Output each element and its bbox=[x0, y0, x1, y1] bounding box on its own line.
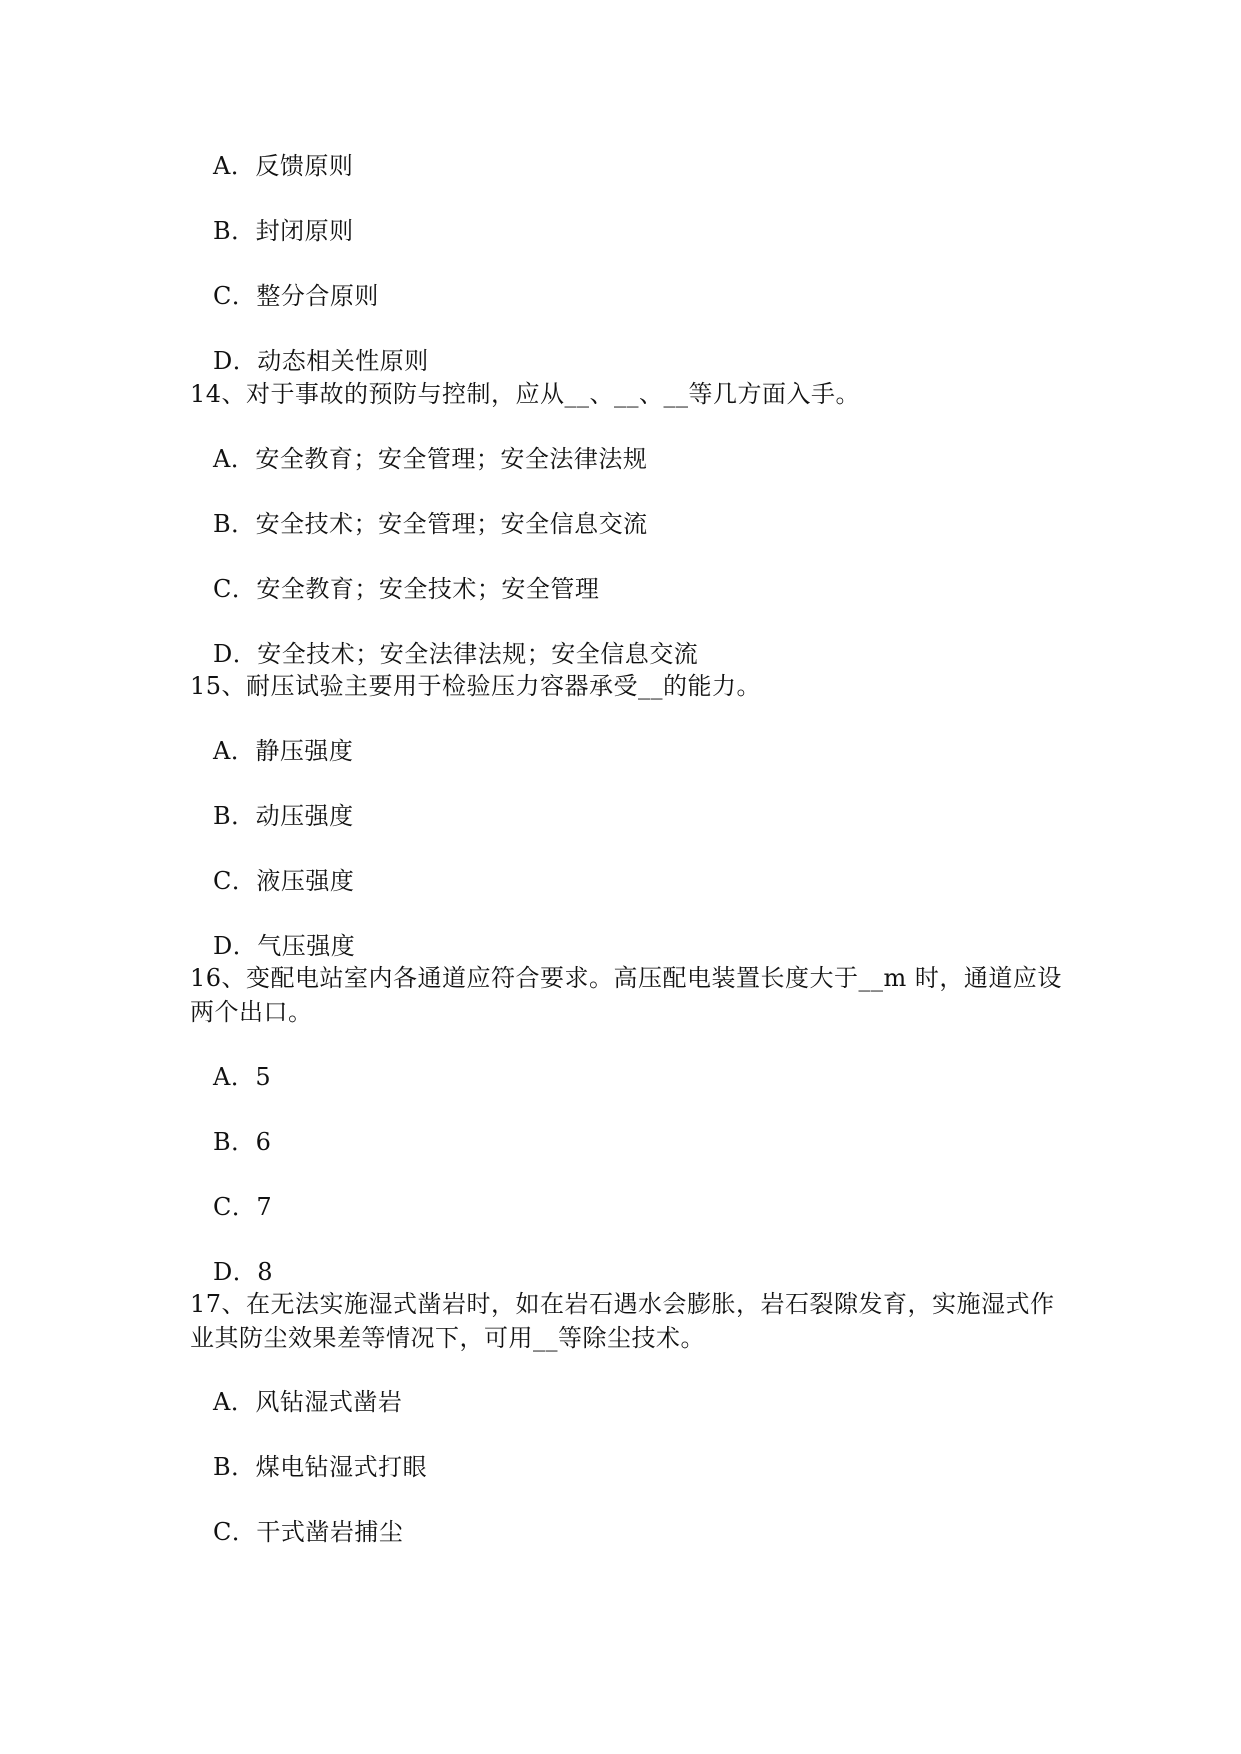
q15-option-b: B．动压强度 bbox=[213, 802, 354, 830]
q13-option-b: B．封闭原则 bbox=[213, 217, 354, 245]
q17-question-line-1: 17、在无法实施湿式凿岩时，如在岩石遇水会膨胀，岩石裂隙发育，实施湿式作 bbox=[190, 1290, 1055, 1318]
q15-option-a: A．静压强度 bbox=[213, 737, 354, 765]
q14-option-b: B．安全技术；安全管理；安全信息交流 bbox=[213, 510, 648, 538]
q17-option-a: A．风钻湿式凿岩 bbox=[213, 1388, 403, 1416]
q14-option-a: A．安全教育；安全管理；安全法律法规 bbox=[213, 445, 648, 473]
q14-question: 14、对于事故的预防与控制，应从__、__、__等几方面入手。 bbox=[190, 380, 861, 408]
q16-question-line-2: 两个出口。 bbox=[190, 998, 313, 1026]
q13-option-d: D．动态相关性原则 bbox=[213, 347, 429, 375]
q15-option-c: C．液压强度 bbox=[213, 867, 355, 895]
q13-option-c: C．整分合原则 bbox=[213, 282, 379, 310]
q16-option-d: D．8 bbox=[213, 1258, 274, 1286]
q14-option-c: C．安全教育；安全技术；安全管理 bbox=[213, 575, 600, 603]
q16-option-b: B．6 bbox=[213, 1128, 272, 1156]
q16-question-line-1: 16、变配电站室内各通道应符合要求。高压配电装置长度大于__m 时，通道应设 bbox=[190, 964, 1062, 992]
q17-question-line-2: 业其防尘效果差等情况下，可用__等除尘技术。 bbox=[190, 1324, 705, 1352]
q14-option-d: D．安全技术；安全法律法规；安全信息交流 bbox=[213, 640, 699, 668]
q16-option-c: C．7 bbox=[213, 1193, 273, 1221]
q13-option-a: A．反馈原则 bbox=[213, 152, 354, 180]
q15-question: 15、耐压试验主要用于检验压力容器承受__的能力。 bbox=[190, 672, 762, 700]
q17-option-b: B．煤电钻湿式打眼 bbox=[213, 1453, 428, 1481]
q17-option-c: C．干式凿岩捕尘 bbox=[213, 1518, 404, 1546]
q16-option-a: A．5 bbox=[213, 1063, 272, 1091]
q15-option-d: D．气压强度 bbox=[213, 932, 356, 960]
